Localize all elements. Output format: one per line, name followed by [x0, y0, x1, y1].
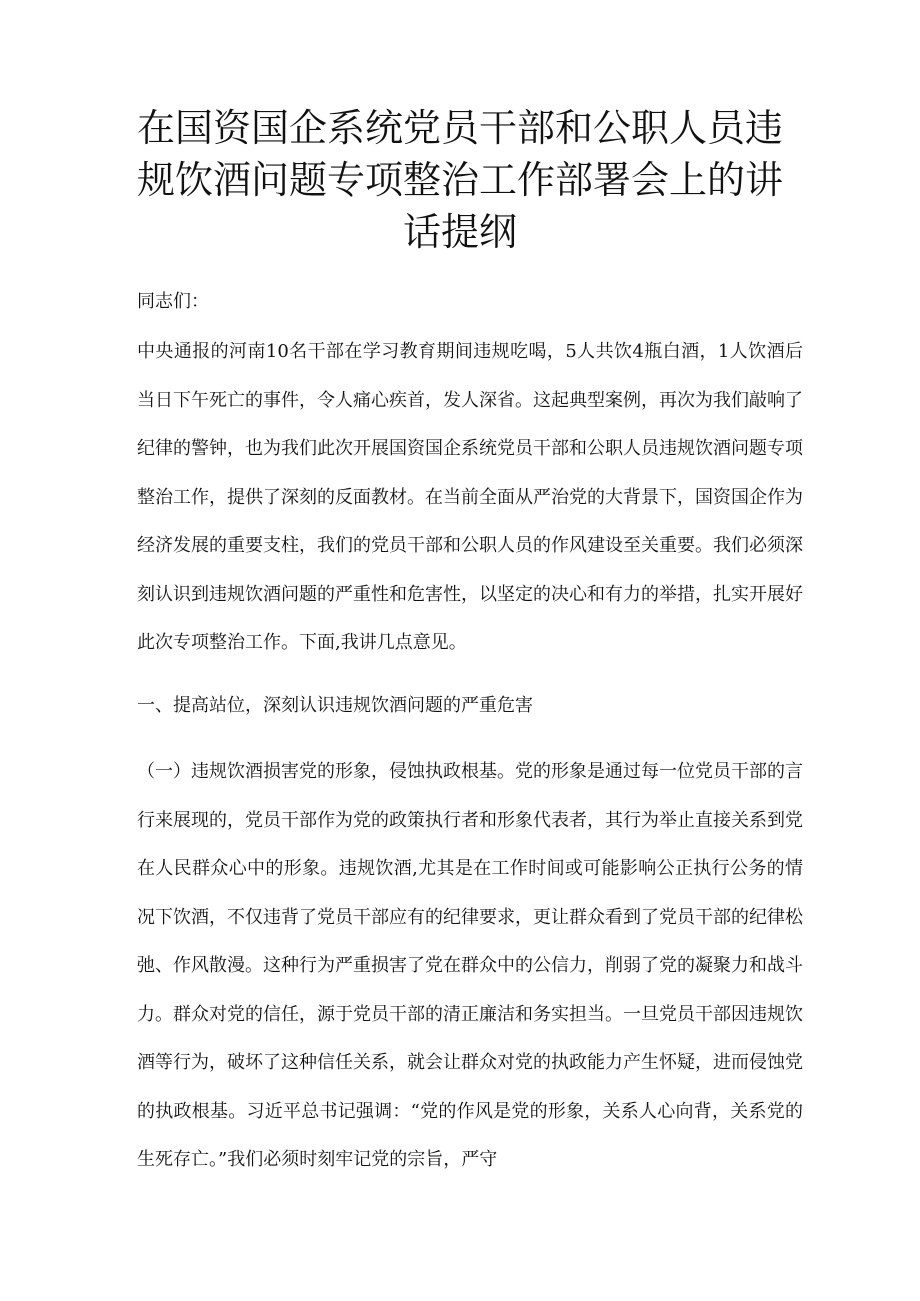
salutation: 同志们：: [137, 291, 209, 312]
section-heading-1: 一、提高站位，深刻认识违规饮酒问题的严重危害: [137, 695, 533, 716]
title-line-1: 在国资国企系统党员干部和公职人员违: [136, 106, 783, 150]
title-line-3: 话提纲: [402, 210, 517, 254]
document-title: [110, 102, 810, 258]
body-paragraph-1: 中央通报的河南10名干部在学习教育期间违规吃喝，5人共饮4瓶白酒，1人饮酒后当日下午死亡的事件，令人痛心疾首，发人深省。这起典型案例，再次为我们敲响了纪律的警钟，也为我们此次开展国资国企系统党员干部和公职人员违规饮酒问题专项整治工作，提供了深刻的反面教材。在当前全面从严治党的大背景下，国资国企作为经济发展的重要支柱，我们的党员干部和公职人员的作风建设至关重要。我们必须深刻认识到违规饮酒问题的严重性和危害性，以坚定的决心和有力的举措，扎实开展好此次专项整治工作。下面,我讲几点意见。: [137, 341, 803, 653]
title-line-2: 规饮酒问题专项整治工作部署会上的讲: [136, 158, 783, 202]
body-paragraph-2: （一）违规饮酒损害党的形象，侵蚀执政根基。党的形象是通过每一位党员干部的言行来展现的，党员干部作为党的政策执行者和形象代表者，其行为举止直接关系到党在人民群众心中的形象。违规饮酒,尤其是在工作时间或可能影响公正执行公务的情况下饮酒，不仅违背了党员干部应有的纪律要求，更让群众看到了党员干部的纪律松弛、作风散漫。这种行为严重损害了党在群众中的公信力，削弱了党的凝聚力和战斗力。群众对党的信任，源于党员干部的清正廉洁和务实担当。一旦党员干部因违规饮酒等行为，破坏了这种信任关系，就会让群众对党的执政能力产生怀疑，进而侵蚀党的执政根基。习近平总书记强调：“党的作风是党的形象，关系人心向背，关系党的生死存亡。”我们必须时刻牢记党的宗旨，严守: [137, 761, 803, 1170]
